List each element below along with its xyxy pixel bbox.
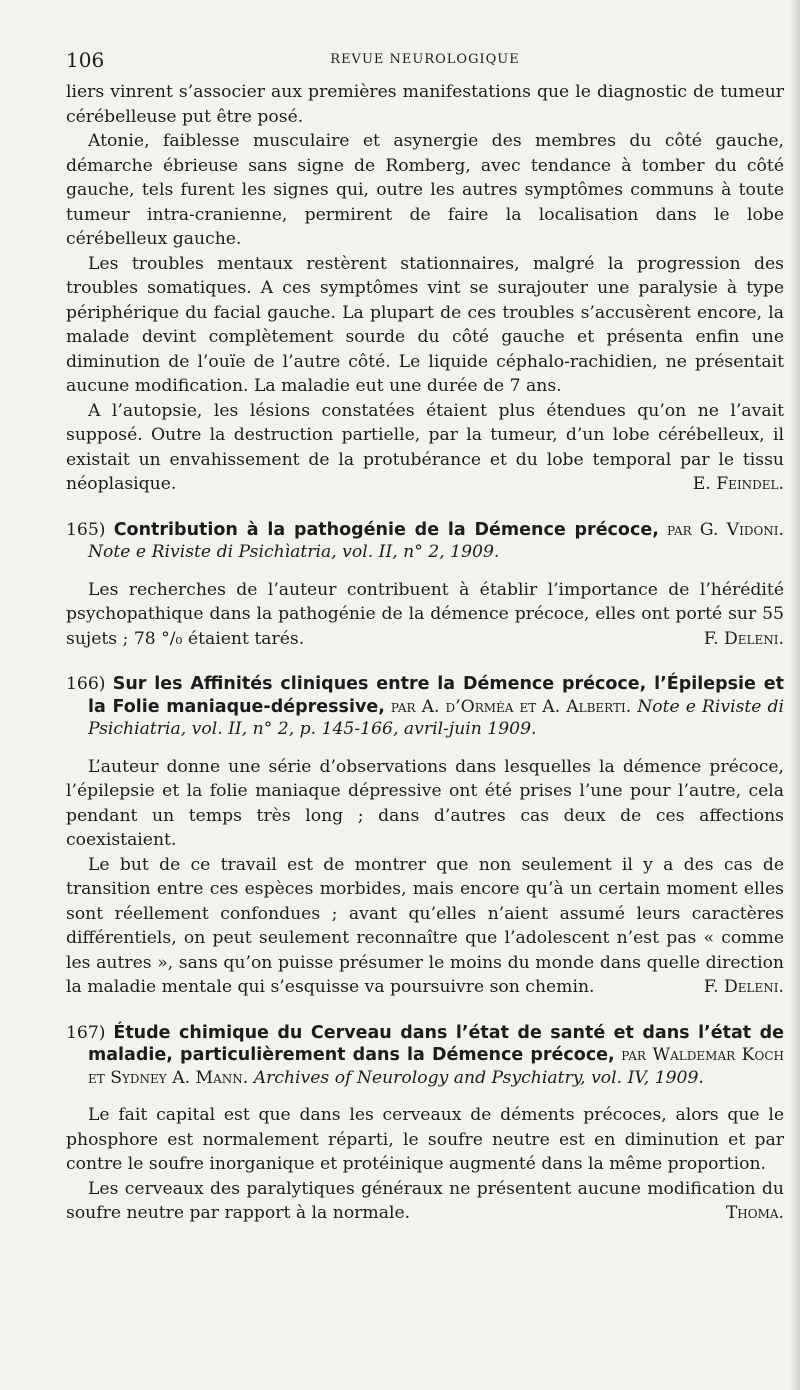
page-number: 106 (66, 48, 105, 72)
entry-167-number: 167) (66, 1022, 106, 1043)
entry-165-title: Contribution à la pathogénie de la Démence précoce, (113, 519, 659, 540)
entry-167-title: Étude chimique du Cerveau dans l’état de santé et dans l’état de maladie, particulièrement dans la Démence précoce, (88, 1022, 784, 1065)
page-header (66, 40, 784, 80)
running-head: REVUE NEUROLOGIQUE (330, 52, 520, 67)
section-gap (66, 1000, 784, 1022)
intro-paragraph-4-text: A l’autopsie, les lésions constatées étaient plus étendues qu’on ne l’avait supposé. Outre la destruction partielle, par la tumeur, d’un lobe cérébelleux, il existait un envahissement de la protubérance et du lobe temporal par le tissu néoplasique. (66, 400, 784, 494)
entry-167-source: Archives of Neurology and Psychiatry, vol. IV, 1909. (253, 1067, 704, 1088)
intro-paragraph-3: Les troubles mentaux restèrent stationnaires, malgré la progression des troubles somatiques. A ces symptômes vint se surajouter une paralysie à type périphérique du facial gauche. La plupart de ces troubles s’accusèrent encore, la malade devint complètement sourde du côté gauche et présenta enfin une diminution de l’ouïe de l’autre côté. Le liquide céphalo-rachidien, ne présentait aucune modification. La maladie eut une durée de 7 ans. (66, 253, 784, 396)
entry-166-paragraph-2-text: Le but de ce travail est de montrer que non seulement il y a des cas de transition entre ces espèces morbides, mais encore qu’à un certain moment elles sont réellement confondues ; avant qu’elles n’aient assumé leurs caractères différentiels, on peut seulement reconnaître que l’adolescent n’est pas « comme les autres », sans qu’on puisse présumer le moins du monde dans quelle direction la maladie mentale qui s’esquisse va poursuivre son chemin. (66, 854, 784, 997)
entry-165-signature: F. Deleni. (703, 628, 784, 649)
entry-167 (66, 1022, 784, 1226)
entry-166-title: Sur les Affinités cliniques entre la Démence précoce, l’Épilepsie et la Folie maniaque-dépressive, (88, 674, 784, 717)
entry-167-paragraph-2 (66, 1177, 784, 1226)
entry-165-authors: par G. Vidoni. (667, 519, 784, 540)
entry-167-signature: Thoma. (725, 1203, 784, 1223)
entry-167-paragraph-2-text: Les cerveaux des paralytiques généraux ne présentent aucune modification du soufre neutre par rapport à la normale. (66, 1178, 784, 1223)
entry-166-heading (66, 673, 784, 741)
entry-166 (66, 673, 784, 1000)
entry-165 (66, 519, 784, 652)
entry-167-paragraph-1: Le fait capital est que dans les cerveaux de déments précoces, alors que le phosphore est normalement réparti, le soufre neutre est en diminution et par contre le soufre inorganique et protéinique augmenté dans la même proportion. (66, 1105, 784, 1174)
intro-paragraph-2: Atonie, faiblesse musculaire et asynergie des membres du côté gauche, démarche ébrieuse sans signe de Romberg, avec tendance à tomber du côté gauche, tels furent les signes qui, outre les autres symptômes communs à toute tumeur intra-cranienne, permirent de faire la localisation dans le lobe cérébelleux gauche. (66, 131, 784, 249)
entry-166-number: 166) (66, 674, 106, 694)
spacer (66, 1089, 784, 1103)
spacer (66, 741, 784, 755)
entry-165-source: Note e Riviste di Psichìatria, vol. II, n° 2, 1909. (88, 542, 500, 562)
entry-166-signature: F. Deleni. (703, 977, 784, 997)
spacer (66, 564, 784, 578)
entry-166-paragraph-1: L’auteur donne une série d’observations dans lesquelles la démence précoce, l’épilepsie et la folie maniaque dépressive ont été prises l’une pour l’autre, cela pendant un temps très long ; dans d’autres cas deux de ces affections coexistaient. (66, 756, 784, 850)
entry-165-paragraph-1 (66, 578, 784, 652)
section-gap (66, 651, 784, 673)
entry-167-authors: par Waldemar Koch et Sydney A. Mann. (88, 1045, 785, 1088)
entry-165-paragraph-1-text: Les recherches de l’auteur contribuent à établir l’importance de l’hérédité psychopathique dans la pathogénie de la démence précoce, elles ont porté sur 55 sujets ; 78 °/₀ étaient tarés. (66, 579, 784, 649)
journal-page (66, 40, 784, 1226)
entry-166-source: Note e Riviste di Psichiatria, vol. II, n° 2, p. 145-166, avril-juin 1909. (88, 696, 785, 739)
entry-165-number: 165) (66, 519, 106, 540)
signature-feindel: E. Feindel. (692, 474, 784, 494)
entry-167-heading (66, 1022, 784, 1090)
entry-166-authors: par A. d’Orméa et A. Alberti. (390, 696, 632, 717)
entry-165-heading (66, 519, 784, 564)
intro-paragraph-4 (66, 399, 784, 497)
section-gap (66, 497, 784, 519)
page-edge-shadow (790, 0, 800, 1390)
intro-paragraph-1: liers vinrent s’associer aux premières manifestations que le diagnostic de tumeur cérébelleuse put être posé. (66, 82, 784, 127)
entry-166-paragraph-2 (66, 853, 784, 1000)
